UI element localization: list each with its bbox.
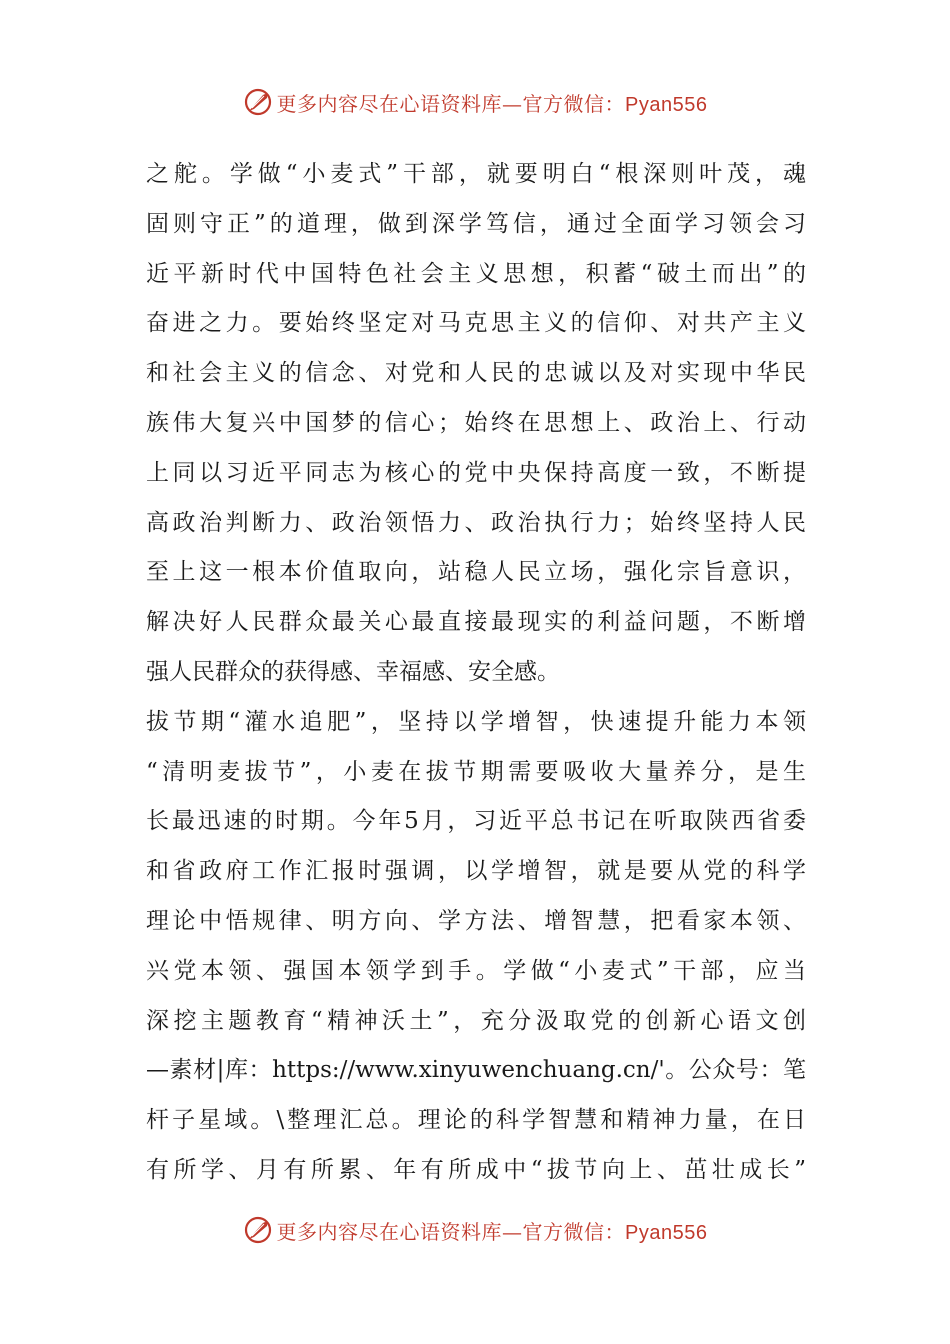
text-line: 之舵。学做“小麦式”干部，就要明白“根深则叶茂，魂 [146, 161, 806, 187]
text-line: 和省政府工作汇报时强调，以学增智，就是要从党的科学 [146, 858, 806, 885]
header-banner [0, 82, 950, 122]
text-line: 上同以习近平同志为核心的党中央保持高度一致，不断提 [146, 459, 806, 486]
header-banner-text: 更多内容尽在心语资料库—官方微信：Pyan556 [276, 91, 708, 116]
text-line: “清明麦拔节”，小麦在拔节期需要吸收大量养分，是生 [146, 758, 806, 785]
document-body [146, 150, 806, 1196]
footer-banner-text: 更多内容尽在心语资料库—官方微信：Pyan556 [276, 1219, 708, 1244]
feather-pen-logo-icon [243, 87, 273, 117]
text-line: 至上这一根本价值取向，站稳人民立场，强化宗旨意识， [146, 559, 806, 586]
text-line: 理论中悟规律、明方向、学方法、增智慧，把看家本领、 [146, 907, 806, 934]
feather-pen-logo-icon [243, 1215, 273, 1245]
text-line: 深挖主题教育“精神沃土”，充分汲取党的创新心语文创 [146, 1007, 806, 1034]
text-line: 和社会主义的信念、对党和人民的忠诚以及对实现中华民 [146, 360, 806, 387]
text-line: —素材|库：https://www.xinyuwenchuang.cn/'。公众号：笔 [146, 1057, 806, 1084]
text-line: 长最迅速的时期。今年5月，习近平总书记在听取陕西省委 [146, 808, 806, 835]
text-line: 兴党本领、强国本领学到手。学做“小麦式”干部，应当 [146, 957, 806, 984]
text-line: 近平新时代中国特色社会主义思想，积蓄“破土而出”的 [146, 260, 806, 287]
header-wechat-id: Pyan556 [625, 93, 708, 116]
footer-banner [0, 1210, 950, 1250]
text-line: 杆子星域。\整理汇总。理论的科学智慧和精神力量，在日 [146, 1107, 806, 1134]
text-line: 固则守正”的道理，做到深学笃信，通过全面学习领会习 [146, 210, 806, 237]
text-line: 族伟大复兴中国梦的信心；始终在思想上、政治上、行动 [146, 409, 806, 436]
footer-wechat-id: Pyan556 [625, 1221, 708, 1244]
section-heading-line: 拔节期“灌水追肥”，坚持以学增智，快速提升能力本领 [146, 708, 806, 735]
text-line: 奋进之力。要始终坚定对马克思主义的信仰、对共产主义 [146, 310, 806, 337]
text-line: 有所学、月有所累、年有所成中“拔节向上、茁壮成长” [146, 1156, 806, 1183]
text-line: 解决好人民群众最关心最直接最现实的利益问题，不断增 [146, 609, 806, 636]
text-line: 强人民群众的获得感、幸福感、安全感。 [146, 658, 560, 685]
text-line: 高政治判断力、政治领悟力、政治执行力；始终坚持人民 [146, 509, 806, 536]
